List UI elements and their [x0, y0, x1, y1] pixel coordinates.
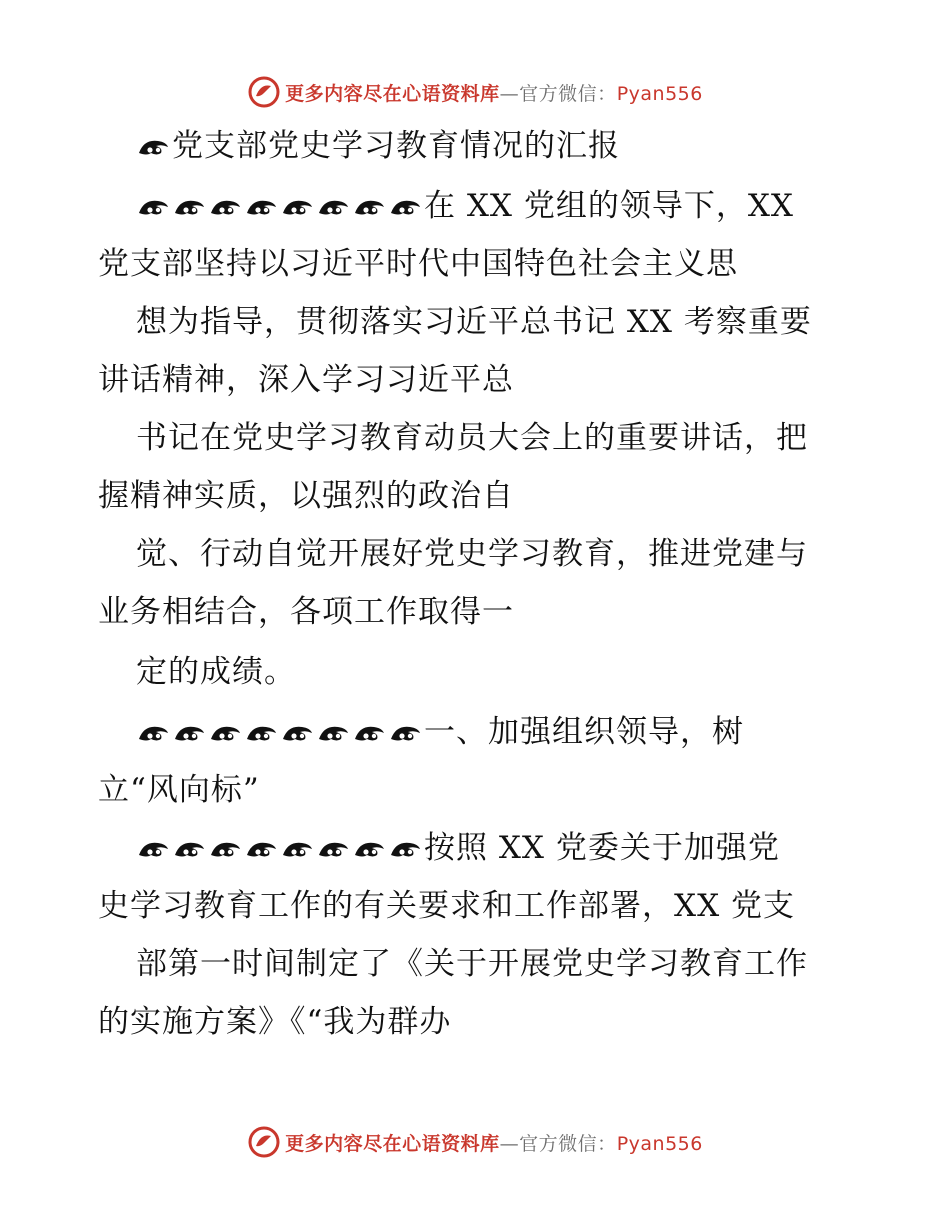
- brand-logo-icon: [247, 1125, 281, 1159]
- paragraph-line: 的实施方案》《“我为群办: [98, 1004, 452, 1040]
- ornament-glyph-icon: [208, 837, 244, 861]
- banner-dash: —: [499, 82, 520, 105]
- ornament-glyph-icon: [136, 135, 172, 159]
- ornament-glyph-icon: [280, 837, 316, 861]
- banner-brand: 更多内容尽在心语资料库: [285, 82, 500, 105]
- section-heading-text: 一、加强组织领导，树: [424, 714, 744, 750]
- section-heading: [136, 712, 744, 752]
- ornament-glyph-icon: [172, 837, 208, 861]
- paragraph-line: 觉、行动自觉开展好党史学习教育，推进党建与: [136, 536, 808, 572]
- paragraph-line: 书记在党史学习教育动员大会上的重要讲话，把: [136, 420, 808, 456]
- ornament-glyph-icon: [352, 721, 388, 745]
- ornament-glyph-icon: [136, 837, 172, 861]
- paragraph-line: 定的成绩。: [136, 654, 296, 690]
- document-title: [136, 126, 620, 166]
- paragraph-text: 在 XX 党组的领导下，XX: [424, 188, 794, 224]
- ornament-glyph-icon: [388, 721, 424, 745]
- ornament-glyph-icon: [136, 721, 172, 745]
- banner-text: [285, 1129, 703, 1156]
- paragraph-line: [136, 828, 780, 868]
- paragraph-line: 握精神实质，以强烈的政治自: [98, 478, 514, 514]
- ornament-glyph-icon: [244, 195, 280, 219]
- paragraph-line: 部第一时间制定了《关于开展党史学习教育工作: [136, 946, 808, 982]
- ornament-glyph-icon: [172, 721, 208, 745]
- header-banner[interactable]: [0, 72, 950, 112]
- ornament-glyph-icon: [388, 837, 424, 861]
- ornament-glyph-icon: [316, 721, 352, 745]
- paragraph-line: 史学习教育工作的有关要求和工作部署，XX 党支: [98, 888, 795, 924]
- ornament-glyph-icon: [136, 195, 172, 219]
- ornament-glyph-icon: [208, 195, 244, 219]
- paragraph-text: 按照 XX 党委关于加强党: [424, 830, 780, 866]
- banner-wechat-label: 官方微信：: [519, 82, 617, 105]
- paragraph-line: [136, 186, 794, 226]
- banner-brand: 更多内容尽在心语资料库: [285, 1132, 500, 1155]
- paragraph-line: 党支部坚持以习近平时代中国特色社会主义思: [98, 246, 738, 282]
- ornament-glyph-icon: [280, 721, 316, 745]
- ornament-glyph-icon: [208, 721, 244, 745]
- ornament-glyph-icon: [316, 837, 352, 861]
- ornament-glyph-icon: [388, 195, 424, 219]
- banner-wechat-label: 官方微信：: [519, 1132, 617, 1155]
- title-text: 党支部党史学习教育情况的汇报: [172, 128, 620, 164]
- ornament-glyph-icon: [352, 837, 388, 861]
- ornament-glyph-icon: [244, 721, 280, 745]
- banner-text: [285, 79, 703, 106]
- banner-wechat-id: Pyan556: [616, 1132, 703, 1155]
- ornament-glyph-icon: [280, 195, 316, 219]
- section-heading-continued: 立“风向标”: [98, 772, 260, 808]
- footer-banner[interactable]: [0, 1122, 950, 1162]
- brand-logo-icon: [247, 75, 281, 109]
- paragraph-line: 讲话精神，深入学习习近平总: [98, 362, 514, 398]
- ornament-glyph-icon: [316, 195, 352, 219]
- ornament-glyph-icon: [244, 837, 280, 861]
- paragraph-line: 想为指导，贯彻落实习近平总书记 XX 考察重要: [136, 304, 812, 340]
- banner-wechat-id: Pyan556: [616, 82, 703, 105]
- banner-dash: —: [499, 1132, 520, 1155]
- ornament-glyph-icon: [172, 195, 208, 219]
- paragraph-line: 业务相结合，各项工作取得一: [98, 594, 514, 630]
- ornament-glyph-icon: [352, 195, 388, 219]
